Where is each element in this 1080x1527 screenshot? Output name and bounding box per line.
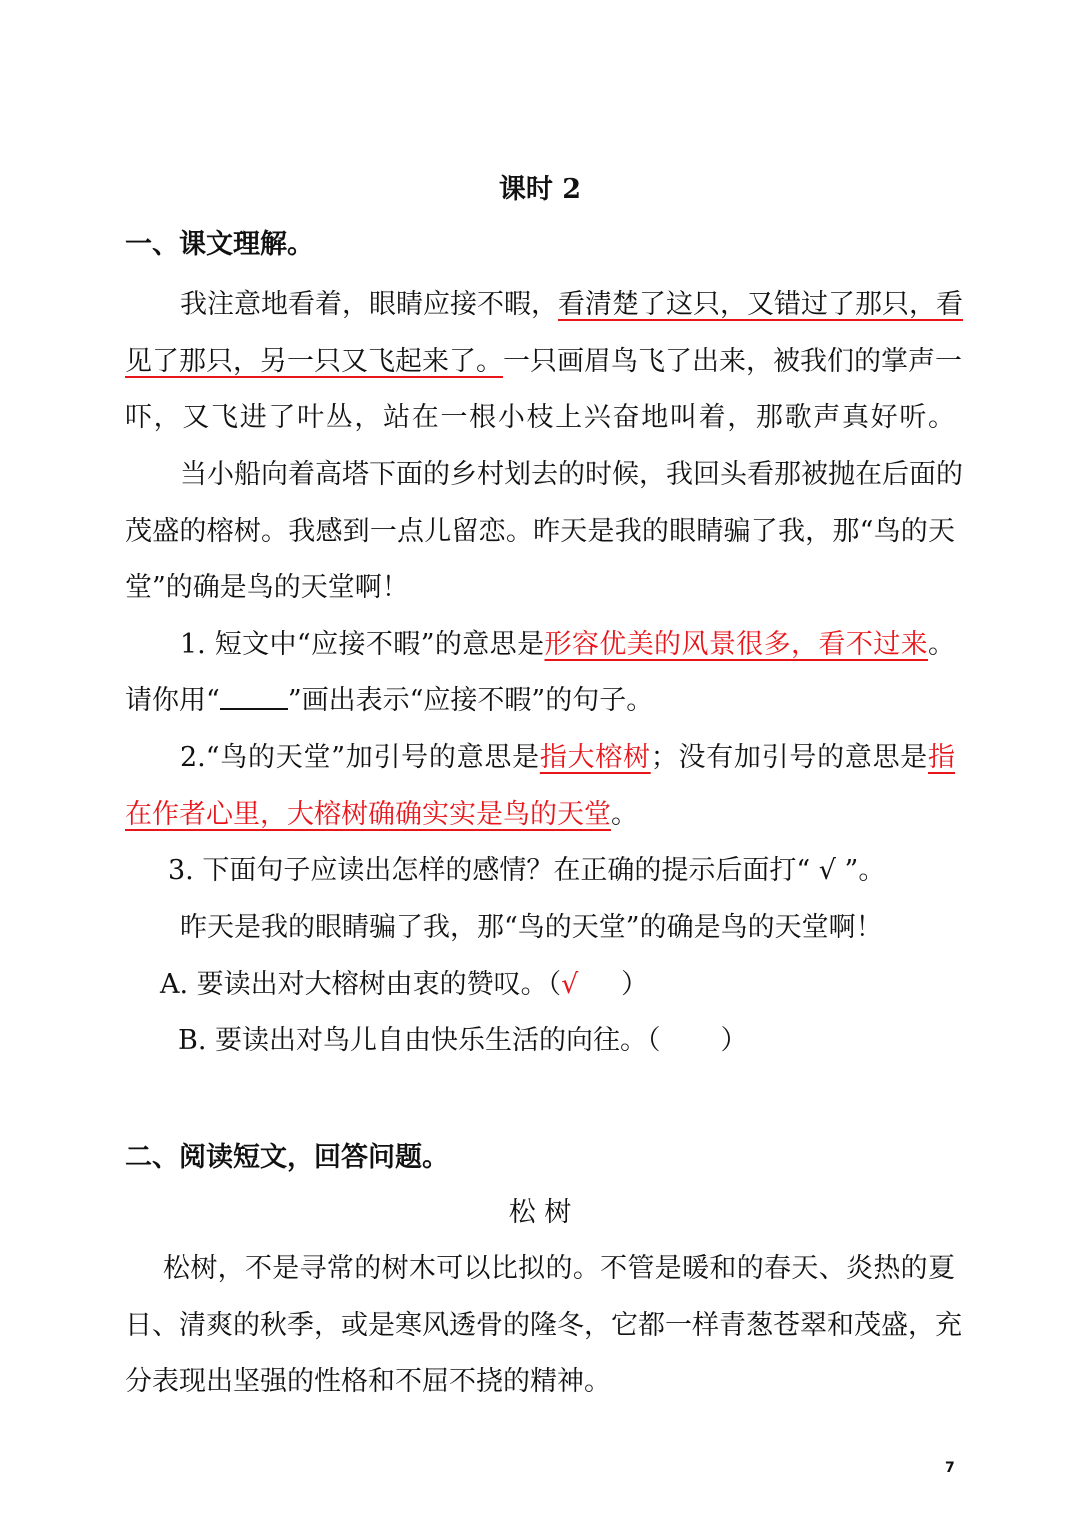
passage2-line2: 茂盛的榕树。我感到一点儿留恋。昨天是我的眼睛骗了我，那“鸟的天: [125, 516, 955, 547]
question3-line: 3. 下面句子应读出怎样的感情？在正确的提示后面打“ √ ”。: [168, 855, 886, 886]
option-text: ）: [720, 1025, 748, 1056]
section2-heading: 二、阅读短文，回答问题。: [125, 1142, 449, 1173]
article-title: 松 树: [508, 1197, 572, 1228]
passage2-line1: 当小船向着高塔下面的乡村划去的时候，我回头看那被抛在后面的: [180, 459, 963, 490]
option-text: B. 要读出对鸟儿自由快乐生活的向往。（: [178, 1025, 661, 1056]
underline-symbol: [220, 694, 288, 710]
question-text: ”画出表示“应接不暇”的句子。: [287, 685, 654, 716]
option-text: ）: [621, 969, 649, 1000]
question-text: 。: [928, 629, 956, 660]
question2-line2: [125, 795, 955, 835]
question3-sentence: 昨天是我的眼睛骗了我，那“鸟的天堂”的确是鸟的天堂啊！: [180, 912, 883, 943]
page-number: 7: [945, 1460, 955, 1476]
underlined-sentence: 看清楚了这只，又错过了那只，看: [558, 289, 963, 320]
option-text: A. 要读出对大榕树由衷的赞叹。（: [160, 969, 562, 1000]
option-b: [178, 1021, 1008, 1061]
question1-line2: [125, 681, 955, 721]
passage-text: 一只画眉鸟飞了出来，被我们的掌声一: [503, 346, 962, 377]
answer-text: 形容优美的风景很多，看不过来: [544, 629, 929, 660]
answer-text: 指大榕树: [539, 742, 651, 773]
passage1-line2: [125, 342, 962, 382]
option-a: [160, 965, 990, 1005]
passage1-line3: 吓，又飞进了叶丛，站在一根小枝上兴奋地叫着，那歌声真好听。: [125, 402, 955, 433]
article-line3: 分表现出坚强的性格和不屈不挠的精神。: [125, 1366, 611, 1397]
section1-heading: 一、课文理解。: [125, 229, 314, 260]
question-text: ；没有加引号的意思是: [650, 742, 929, 773]
question-text: 2.“鸟的天堂”加引号的意思是: [180, 742, 540, 773]
check-mark: √: [561, 969, 579, 1000]
question-text: 请你用“: [125, 685, 220, 716]
question2-line1: [180, 738, 955, 778]
passage-text: 我注意地看着，眼睛应接不暇，: [180, 289, 558, 320]
article-line2: 日、清爽的秋季，或是寒风透骨的隆冬，它都一样青葱苍翠和茂盛，充: [125, 1310, 962, 1341]
article-line1: 松树，不是寻常的树木可以比拟的。不管是暖和的春天、炎热的夏: [163, 1253, 955, 1284]
passage2-line3: 堂”的确是鸟的天堂啊！: [125, 572, 409, 603]
question-text: 。: [611, 799, 638, 830]
lesson-title: 课时 2: [498, 174, 582, 205]
answer-text: 在作者心里，大榕树确确实实是鸟的天堂: [125, 799, 611, 830]
underlined-sentence: 见了那只，另一只又飞起来了。: [125, 346, 503, 377]
passage1-line1: [180, 285, 963, 325]
question1-line1: [180, 625, 955, 665]
answer-text: 指: [928, 742, 956, 773]
question-text: 1. 短文中“应接不暇”的意思是: [180, 629, 545, 660]
